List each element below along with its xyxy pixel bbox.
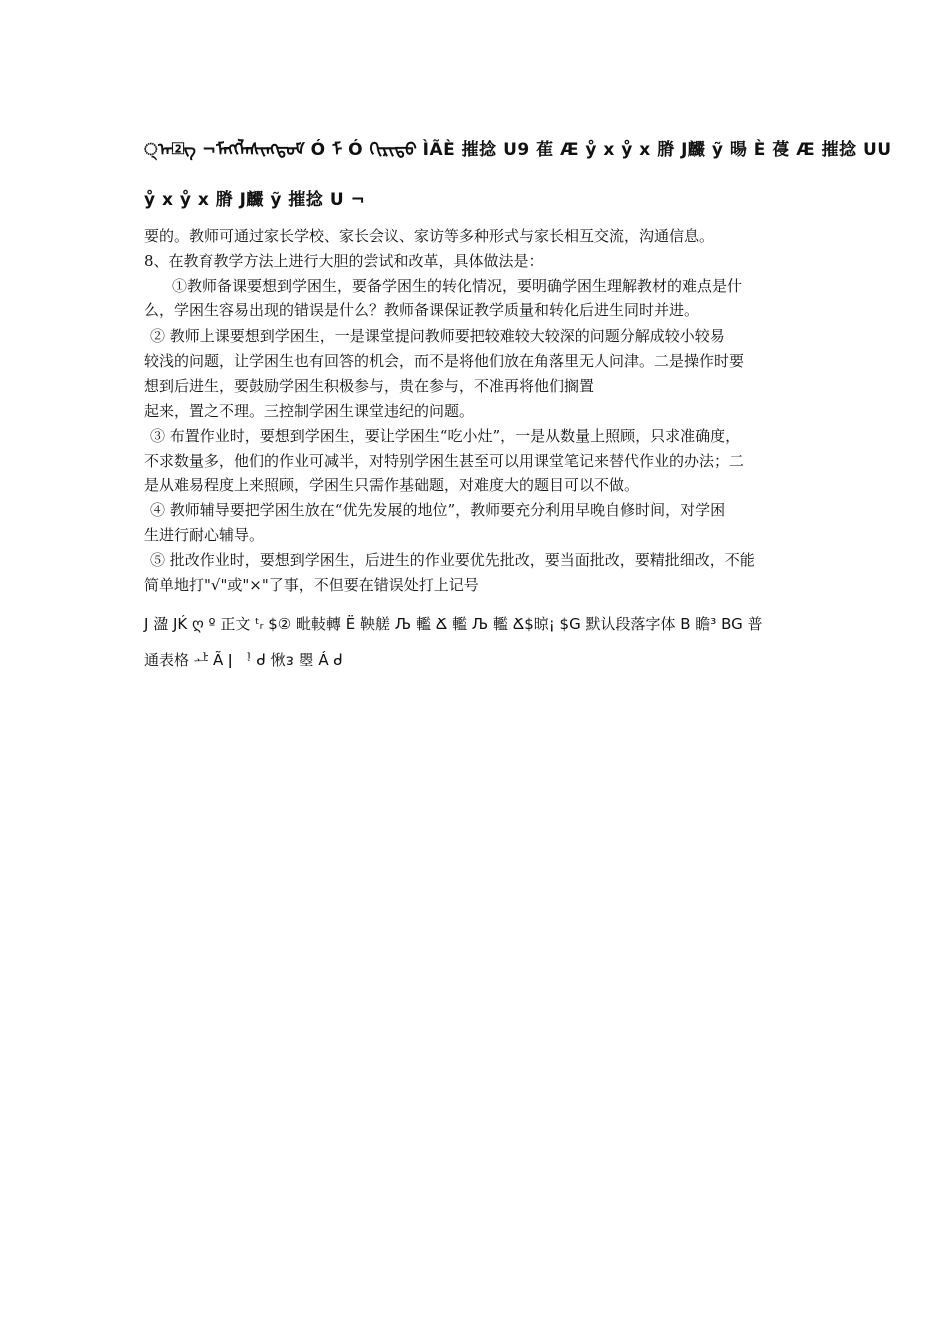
paragraph-line: 起来，置之不理。三控制学困生课堂违纪的问题。 [144, 402, 475, 420]
paragraph-line: ④ 教师辅导要把学困生放在“优先发展的地位”，教师要充分利用早晚自修时间，对学困 [150, 501, 726, 519]
paragraph-line: 较浅的问题，让学困生也有回答的机会，而不是将他们放在角落里无人问津。二是操作时要 [144, 352, 745, 370]
paragraph-line: ③ 布置作业时，要想到学困生，要让学困生“吃小灶”，一是从数量上照顾，只求准确度， [150, 427, 741, 445]
paragraph-line: 要的。教师可通过家长学校、家长会议、家访等多种形式与家长相互交流，沟通信息。 [144, 227, 715, 245]
paragraph-line: 么，学困生容易出现的错误是什么？教师备课保证教学质量和转化后进生同时并进。 [144, 301, 700, 319]
garbled-header-line-1: ੍ᠡ᠋᠌ᠭ ¬ᠮᠨᠬᠭᠯᠡᠰᠢᠩᠳᠣᠮ Ó ᠮ Ó ᠭᠢᠷᠢᠲᠦ ÌÃÈ 摧捻 U9 萑 Æ ẙ x ẙ x 膌 J麣 ỹ 暘 È 葠 Æ 摧捻 UU [144, 140, 892, 160]
paragraph-line: 想到后进生，要鼓励学困生积极参与，贵在参与，不准再将他们搁置 [144, 377, 595, 395]
paragraph-line: 生进行耐心辅导。 [144, 526, 265, 544]
garbled-footer-line-2: 通表格 ᅶ Ã ǀ ᆝ ᑯ 愀ᴈ 瞾 Á ᑯ [144, 651, 343, 669]
paragraph-line: 8、在教育教学方法上进行大胆的尝试和改革，具体做法是： [144, 252, 544, 270]
paragraph-line: 不求数量多，他们的作业可减半，对特别学困生甚至可以用课堂笔记来替代作业的办法；二 [144, 452, 745, 470]
paragraph-line: ①教师备课要想到学困生，要备学困生的转化情况，要明确学困生理解教材的难点是什 [172, 277, 743, 295]
paragraph-line: ⑤ 批改作业时，要想到学困生，后进生的作业要优先批改，要当面批改，要精批细改，不能 [150, 551, 755, 569]
garbled-footer-line-1: J 溋 JḰ ღ º 正文 ᵗᵣ $② 毗軙轉 Ё 鞅艖 Љ 轞 Ճ 轞 Љ 轞 Ճ$晾¡ $G 默认段落字体 B 瞻³ BG 普 [144, 615, 763, 633]
paragraph-line: ② 教师上课要想到学困生，一是课堂提问教师要把较难较大较深的问题分解成较小较易 [150, 327, 725, 345]
garbled-header-line-2: ẙ x ẙ x 膌 J麣 ỹ 摧捻 U ¬ [144, 190, 366, 210]
paragraph-line: 是从难易程度上来照顾，学困生只需作基础题，对难度大的题目可以不做。 [144, 476, 640, 494]
paragraph-line: 简单地打"√"或"×"了事，不但要在错误处打上记号 [144, 576, 479, 594]
